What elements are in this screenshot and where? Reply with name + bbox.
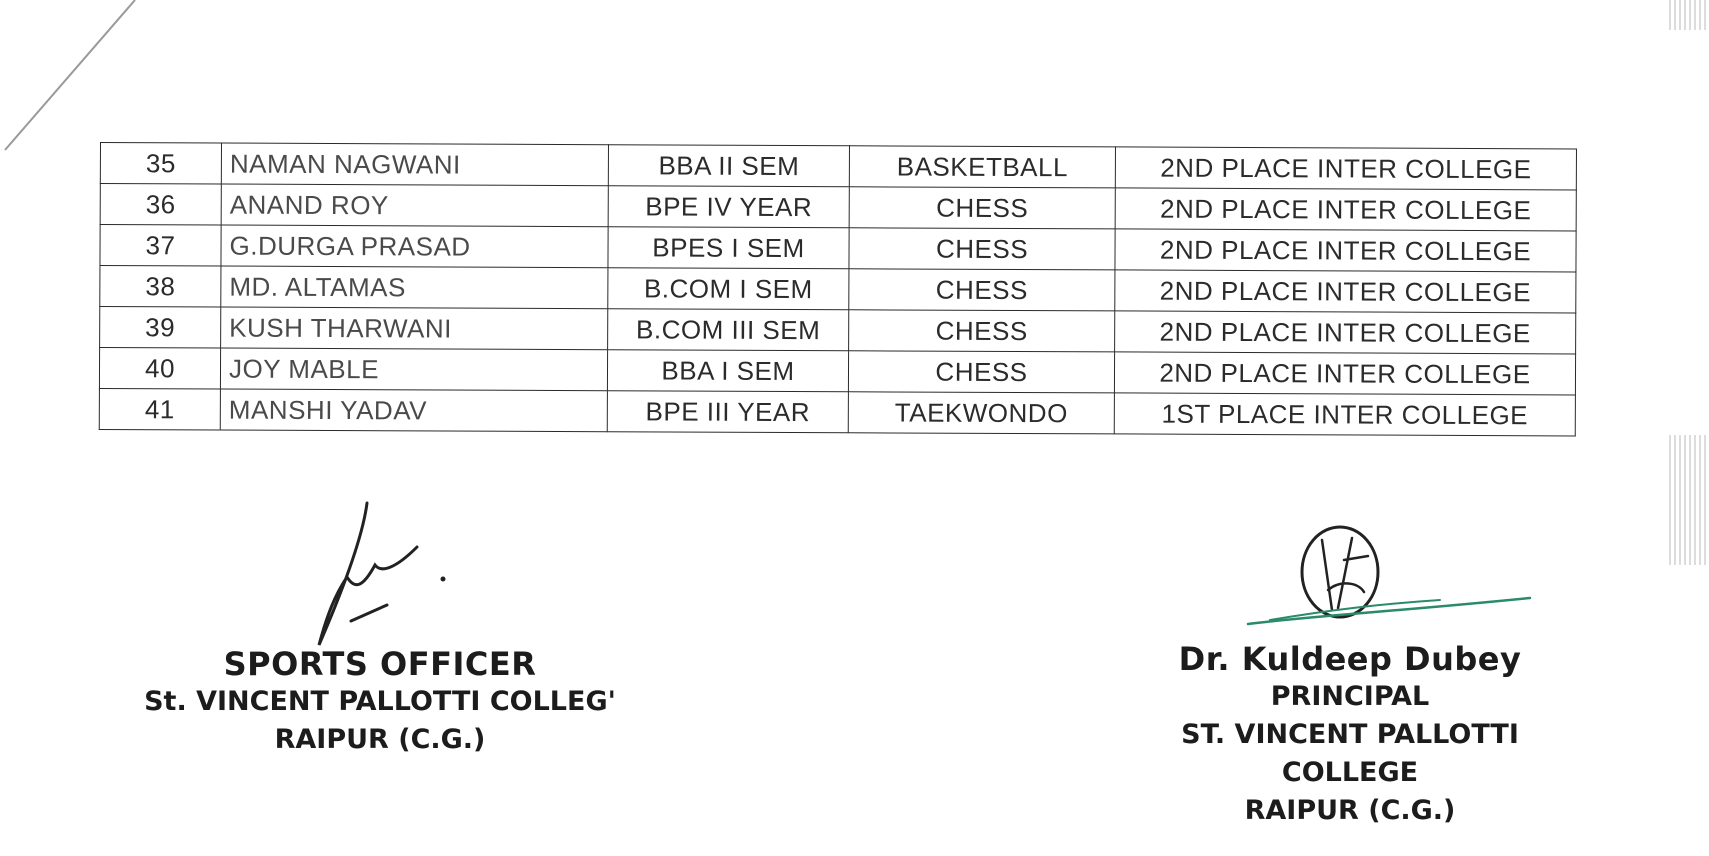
- table-row: [99, 348, 1575, 395]
- serial-number-cell: 38: [100, 266, 221, 308]
- game-cell: TAEKWONDO: [848, 392, 1114, 434]
- course-cell: BPE III YEAR: [607, 391, 848, 433]
- serial-number-cell: 35: [100, 143, 221, 185]
- principal-college: ST. VINCENT PALLOTTI COLLEGE: [1181, 719, 1519, 788]
- student-name-cell: G.DURGA PRASAD: [221, 225, 608, 268]
- serial-number-cell: 37: [100, 225, 221, 267]
- table-row: [99, 388, 1575, 435]
- paper-fold-line: [0, 0, 140, 160]
- principal-city: RAIPUR (C.G.): [1244, 795, 1456, 826]
- course-cell: B.COM III SEM: [608, 309, 849, 351]
- results-table-body: [99, 143, 1576, 436]
- table-row: [100, 266, 1576, 313]
- game-cell: BASKETBALL: [849, 146, 1115, 188]
- sports-officer-title: SPORTS OFFICER: [223, 645, 537, 683]
- principal-block: [1120, 640, 1580, 830]
- course-cell: BBA II SEM: [608, 145, 849, 187]
- position-cell: 2ND PLACE INTER COLLEGE: [1115, 270, 1576, 313]
- position-cell: 1ST PLACE INTER COLLEGE: [1114, 393, 1575, 436]
- results-table: [99, 142, 1577, 436]
- student-name-cell: MD. ALTAMAS: [221, 266, 608, 309]
- serial-number-cell: 36: [100, 184, 221, 226]
- game-cell: CHESS: [849, 228, 1115, 270]
- sports-officer-block: [140, 645, 620, 759]
- student-name-cell: KUSH THARWANI: [221, 307, 608, 350]
- principal-signature: [1240, 520, 1540, 640]
- game-cell: CHESS: [849, 310, 1115, 352]
- table-row: [100, 184, 1576, 231]
- scan-edge-mark: [1669, 0, 1709, 30]
- game-cell: CHESS: [848, 351, 1114, 393]
- game-cell: CHESS: [849, 269, 1115, 311]
- sports-officer-city: RAIPUR (C.G.): [274, 724, 486, 755]
- position-cell: 2ND PLACE INTER COLLEGE: [1115, 188, 1576, 231]
- student-name-cell: NAMAN NAGWANI: [221, 143, 608, 186]
- table-row: [100, 143, 1576, 190]
- serial-number-cell: 40: [99, 348, 220, 390]
- scan-edge-mark: [1669, 435, 1709, 565]
- course-cell: B.COM I SEM: [608, 268, 849, 310]
- sports-officer-signature: [305, 495, 465, 655]
- student-name-cell: MANSHI YADAV: [220, 389, 607, 432]
- position-cell: 2ND PLACE INTER COLLEGE: [1115, 229, 1576, 272]
- student-name-cell: JOY MABLE: [220, 348, 607, 391]
- course-cell: BPE IV YEAR: [608, 186, 849, 228]
- principal-designation: PRINCIPAL: [1270, 681, 1430, 712]
- sports-officer-college: St. VINCENT PALLOTTI COLLEG': [144, 686, 616, 717]
- table-row: [100, 307, 1576, 354]
- game-cell: CHESS: [849, 187, 1115, 229]
- table-row: [100, 225, 1576, 272]
- position-cell: 2ND PLACE INTER COLLEGE: [1115, 311, 1576, 354]
- course-cell: BBA I SEM: [607, 350, 848, 392]
- student-name-cell: ANAND ROY: [221, 184, 608, 227]
- serial-number-cell: 41: [99, 388, 220, 430]
- position-cell: 2ND PLACE INTER COLLEGE: [1115, 147, 1576, 190]
- course-cell: BPES I SEM: [608, 227, 849, 269]
- serial-number-cell: 39: [100, 307, 221, 349]
- principal-name: Dr. Kuldeep Dubey: [1178, 640, 1522, 678]
- position-cell: 2ND PLACE INTER COLLEGE: [1114, 352, 1575, 395]
